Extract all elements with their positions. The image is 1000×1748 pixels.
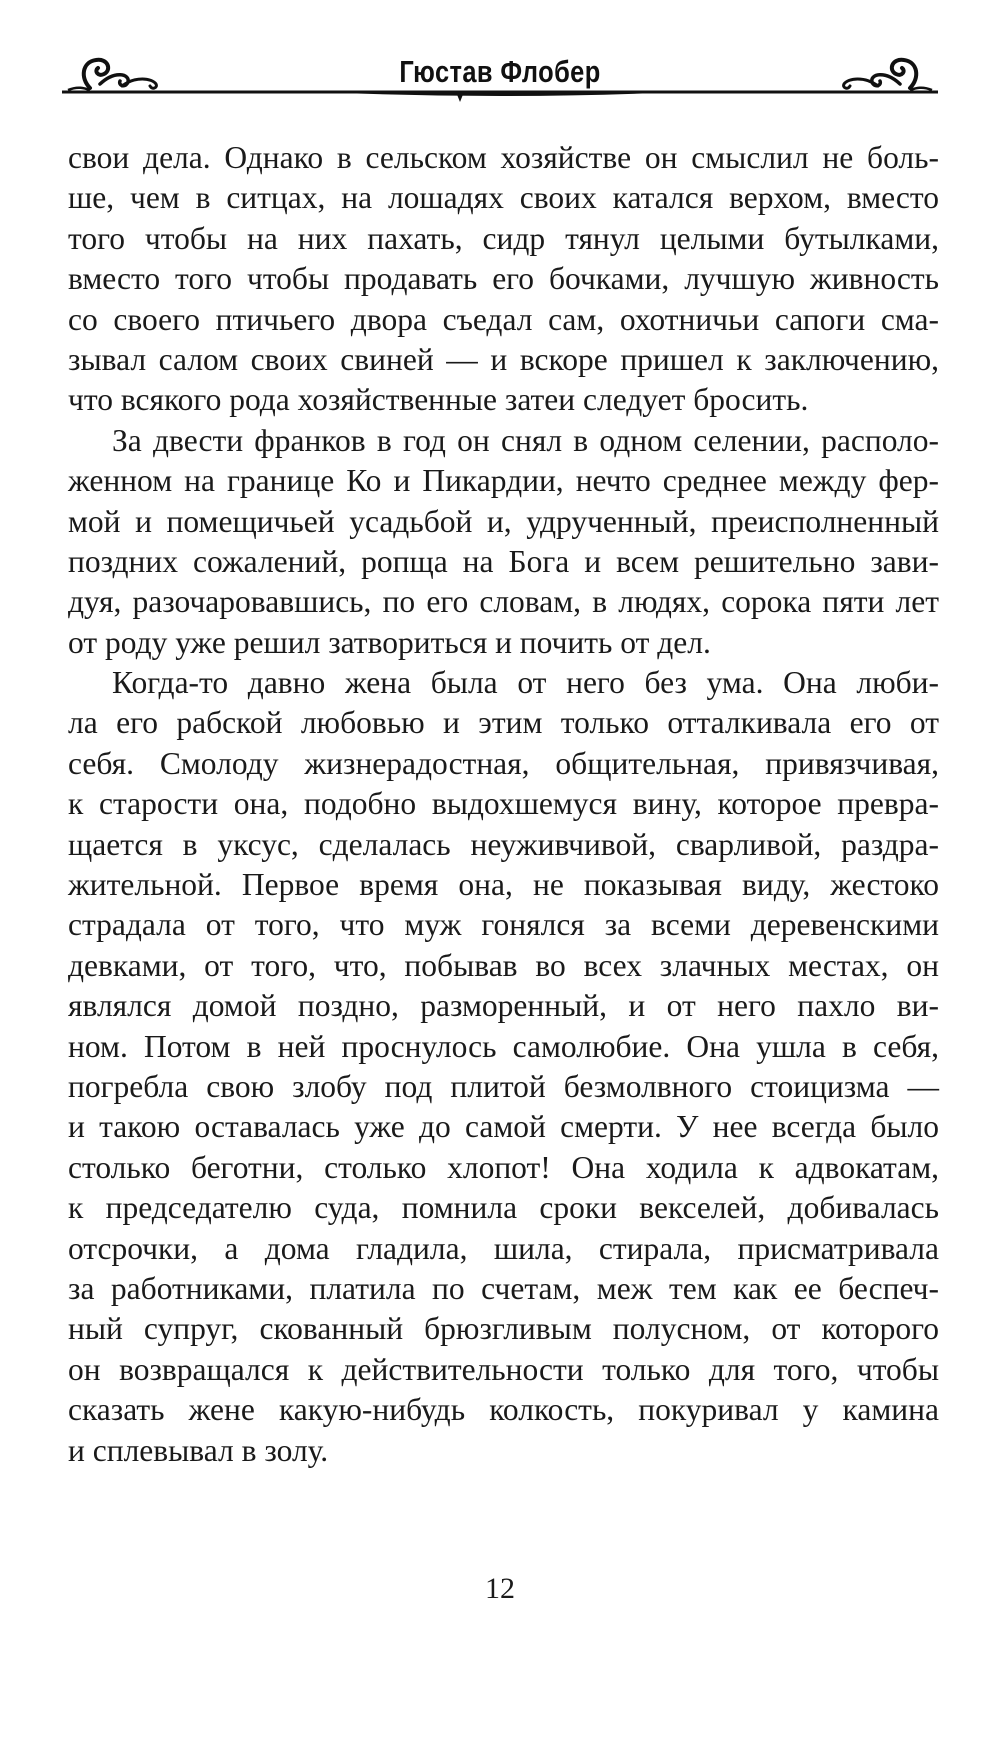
text-line: Когда-то давно жена была от него без ума. Она люби- xyxy=(112,665,939,701)
paragraph xyxy=(68,421,939,663)
text-line: со своего птичьего двора съедал сам, охотничьи сапоги сма- xyxy=(68,301,939,337)
text-line: ла его рабской любовью и этим только отталкивала его от xyxy=(68,705,939,741)
text-line: щается в уксус, сделалась неуживчивой, сварливой, раздра- xyxy=(68,826,939,862)
text-line: за работниками, платила по счетам, меж тем как ее беспеч- xyxy=(68,1270,939,1306)
text-line: жительной. Первое время она, не показывая виду, жестоко xyxy=(68,867,939,903)
text-line: он возвращался к действительности только для того, чтобы xyxy=(68,1351,939,1387)
text-line: что всякого рода хозяйственные затеи следует бросить. xyxy=(68,382,809,418)
text-line: мой и помещичьей усадьбой и, удрученный, преисполненный xyxy=(68,503,939,539)
text-line: свои дела. Однако в сельском хозяйстве он смыслил не боль- xyxy=(68,140,939,175)
page-header-title: Гюстав Флобер xyxy=(399,54,601,89)
running-header xyxy=(60,40,940,120)
text-line: того чтобы на них пахать, сидр тянул целыми бутылками, xyxy=(68,220,939,256)
text-line: к старости она, подобно выдохшемуся вину, которое превра- xyxy=(68,786,939,822)
text-line: являлся домой поздно, разморенный, и от него пахло ви- xyxy=(68,988,939,1024)
text-line: женном на границе Ко и Пикардии, нечто среднее между фер- xyxy=(68,463,939,499)
text-line: страдала от того, что муж гонялся за всеми деревенскими xyxy=(68,907,939,943)
text-line: и сплевывал в золу. xyxy=(68,1432,329,1468)
text-line: девками, от того, что, побывав во всех злачных местах, он xyxy=(68,947,939,983)
text-line: зывал салом своих свиней — и вскоре пришел к заключению, xyxy=(68,341,939,377)
text-line: поздних сожалений, ропща на Бога и всем решительно зави- xyxy=(68,543,939,579)
text-line: дуя, разочаровавшись, по его словам, в людях, сорока пяти лет xyxy=(68,584,939,620)
text-line: погребла свою злобу под плитой безмолвного стоицизма — xyxy=(68,1068,939,1104)
text-line: вместо того чтобы продавать его бочками, лучшую живность xyxy=(68,261,939,297)
text-line: сказать жене какую-нибудь колкость, покуривал у камина xyxy=(68,1392,939,1428)
body-text xyxy=(68,138,939,1471)
paragraph xyxy=(68,663,939,1471)
text-line: столько беготни, столько хлопот! Она ходила к адвокатам, xyxy=(68,1149,939,1185)
text-line: себя. Смолоду жизнерадостная, общительная, привязчивая, xyxy=(68,745,939,781)
text-line: За двести франков в год он снял в одном селении, располо- xyxy=(112,422,939,458)
text-line: ше, чем в ситцах, на лошадях своих катался верхом, вместо xyxy=(68,180,939,216)
text-line: к председателю суда, помнила сроки векселей, добивалась xyxy=(68,1190,939,1226)
text-line: ный супруг, скованный брюзгливым полусном, от которого xyxy=(68,1311,939,1347)
text-line: ном. Потом в ней проснулось самолюбие. Она ушла в себя, xyxy=(68,1028,939,1064)
text-line: и такою оставалась уже до самой смерти. У нее всегда было xyxy=(68,1109,939,1145)
paragraph xyxy=(68,138,939,421)
text-line: от роду уже решил затвориться и почить от дел. xyxy=(68,624,711,660)
text-line: отсрочки, а дома гладила, шила, стирала, присматривала xyxy=(68,1230,939,1266)
page-number: 12 xyxy=(485,1572,515,1605)
